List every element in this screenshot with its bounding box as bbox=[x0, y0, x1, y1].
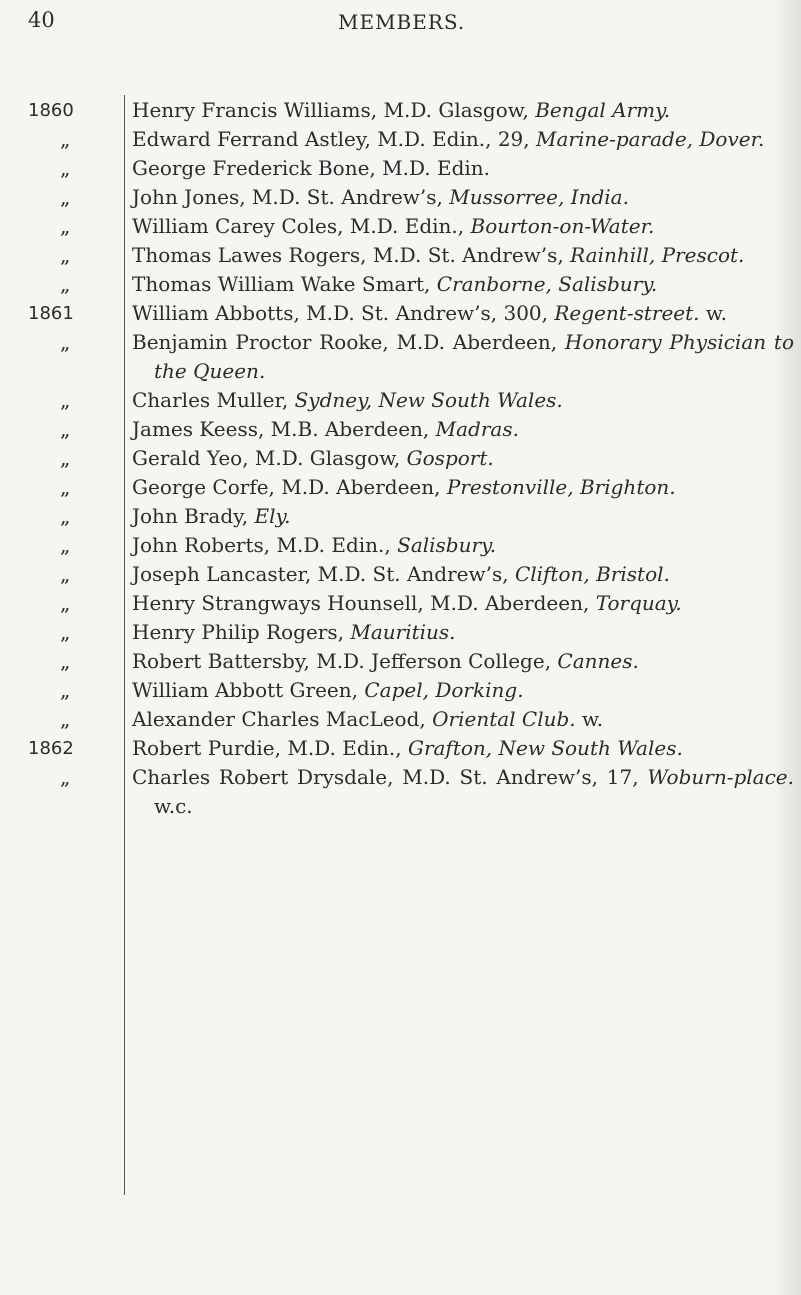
running-title: MEMBERS. bbox=[338, 10, 466, 34]
page-number: 40 bbox=[28, 8, 55, 32]
entry-text bbox=[132, 154, 794, 183]
member-entry bbox=[0, 734, 790, 763]
entry-year: „ bbox=[60, 272, 71, 296]
member-name: William Abbotts, M.D. St. Andrew’s, 300, bbox=[132, 301, 555, 325]
entry-year: „ bbox=[60, 591, 71, 615]
member-name: John Roberts, M.D. Edin., bbox=[132, 533, 398, 557]
entry-year: „ bbox=[60, 475, 71, 499]
entry-text bbox=[132, 212, 794, 241]
entry-year: „ bbox=[60, 388, 71, 412]
entry-year: „ bbox=[60, 156, 71, 180]
entry-year: „ bbox=[60, 417, 71, 441]
entry-text bbox=[132, 241, 794, 270]
member-location: Mussorree, India. bbox=[449, 185, 629, 209]
entry-year: „ bbox=[60, 562, 71, 586]
member-entry bbox=[0, 270, 790, 299]
member-entry bbox=[0, 154, 790, 183]
member-entry bbox=[0, 212, 790, 241]
entry-text bbox=[132, 386, 794, 415]
member-name: John Brady, bbox=[132, 504, 255, 528]
entry-text bbox=[132, 270, 794, 299]
member-location: Bengal Army. bbox=[535, 98, 671, 122]
entry-text bbox=[132, 444, 794, 473]
entry-text bbox=[132, 473, 794, 502]
entry-text bbox=[132, 328, 794, 386]
entry-year: „ bbox=[60, 446, 71, 470]
member-location: Salisbury. bbox=[397, 533, 497, 557]
member-entry bbox=[0, 560, 790, 589]
entry-text bbox=[132, 299, 794, 328]
entry-year: „ bbox=[60, 765, 71, 789]
entry-text bbox=[132, 705, 794, 734]
member-entry bbox=[0, 647, 790, 676]
entry-year: „ bbox=[60, 127, 71, 151]
entry-text bbox=[132, 618, 794, 647]
member-name: Henry Francis Williams, M.D. Glasgow, bbox=[132, 98, 536, 122]
member-location: Rainhill, Prescot. bbox=[570, 243, 745, 267]
member-name: Benjamin Proctor Rooke, M.D. Aberdeen, bbox=[132, 330, 565, 354]
member-location: Marine-parade, Dover. bbox=[536, 127, 765, 151]
member-entry bbox=[0, 96, 790, 125]
entry-year: „ bbox=[60, 243, 71, 267]
postal-district: w.c. bbox=[154, 794, 193, 818]
entry-year: „ bbox=[60, 185, 71, 209]
member-location: Sydney, New South Wales. bbox=[294, 388, 563, 412]
entry-year: „ bbox=[60, 214, 71, 238]
member-entry bbox=[0, 763, 794, 821]
entry-text bbox=[132, 96, 794, 125]
member-location: Bourton-on-Water. bbox=[470, 214, 655, 238]
entry-text bbox=[132, 560, 794, 589]
member-name: William Abbott Green, bbox=[132, 678, 365, 702]
member-location: Woburn-place. bbox=[647, 765, 794, 789]
member-location: Honorary Physician to the Queen. bbox=[154, 330, 794, 383]
member-entry bbox=[0, 299, 790, 328]
entry-year: „ bbox=[60, 678, 71, 702]
entry-year: 1860 bbox=[28, 100, 74, 121]
member-name: Edward Ferrand Astley, M.D. Edin., 29, bbox=[132, 127, 536, 151]
member-location: Cannes. bbox=[557, 649, 639, 673]
member-name: John Jones, M.D. St. Andrew’s, bbox=[132, 185, 450, 209]
member-location: Prestonville, Brighton. bbox=[446, 475, 676, 499]
entry-year: 1862 bbox=[28, 738, 74, 759]
member-name: Charles Muller, bbox=[132, 388, 295, 412]
member-name: George Corfe, M.D. Aberdeen, bbox=[132, 475, 447, 499]
member-entry bbox=[0, 415, 790, 444]
entry-text bbox=[132, 183, 794, 212]
entry-text bbox=[132, 531, 794, 560]
member-entry bbox=[0, 125, 790, 154]
member-entry bbox=[0, 241, 790, 270]
entry-year: „ bbox=[60, 620, 71, 644]
member-name: Gerald Yeo, M.D. Glasgow, bbox=[132, 446, 407, 470]
entry-text bbox=[132, 502, 794, 531]
page-header bbox=[0, 6, 801, 40]
member-name: Charles Robert Drysdale, M.D. St. Andrew’s, 17, bbox=[132, 765, 648, 789]
member-location: Mauritius. bbox=[350, 620, 456, 644]
entry-text bbox=[132, 125, 794, 154]
member-location: Cranborne, Salisbury. bbox=[436, 272, 658, 296]
member-name: George Frederick Bone, M.D. Edin. bbox=[132, 156, 491, 180]
postal-district: w. bbox=[575, 707, 604, 731]
member-name: Alexander Charles MacLeod, bbox=[132, 707, 433, 731]
member-location: Grafton, New South Wales. bbox=[407, 736, 683, 760]
member-entry bbox=[0, 502, 790, 531]
member-entry bbox=[0, 676, 790, 705]
member-location: Capel, Dorking. bbox=[364, 678, 524, 702]
member-name: William Carey Coles, M.D. Edin., bbox=[132, 214, 471, 238]
member-location: Ely. bbox=[254, 504, 291, 528]
entry-text bbox=[132, 647, 794, 676]
member-entry bbox=[0, 444, 790, 473]
entry-year: „ bbox=[60, 533, 71, 557]
entry-text bbox=[132, 415, 794, 444]
member-name: Robert Battersby, M.D. Jefferson College, bbox=[132, 649, 558, 673]
entry-year: 1861 bbox=[28, 303, 74, 324]
entry-text bbox=[132, 676, 794, 705]
member-location: Torquay. bbox=[595, 591, 682, 615]
member-entry bbox=[0, 705, 790, 734]
entry-text bbox=[132, 763, 794, 821]
member-location: Gosport. bbox=[406, 446, 494, 470]
member-entry bbox=[0, 531, 790, 560]
member-location: Madras. bbox=[435, 417, 519, 441]
member-list bbox=[0, 96, 794, 821]
member-name: Henry Philip Rogers, bbox=[132, 620, 351, 644]
entry-text bbox=[132, 589, 794, 618]
member-name: Thomas William Wake Smart, bbox=[132, 272, 437, 296]
entry-year: „ bbox=[60, 504, 71, 528]
member-entry bbox=[0, 589, 790, 618]
entry-year: „ bbox=[60, 707, 71, 731]
member-entry bbox=[0, 473, 790, 502]
member-name: Thomas Lawes Rogers, M.D. St. Andrew’s, bbox=[132, 243, 571, 267]
member-name: Henry Strangways Hounsell, M.D. Aberdeen, bbox=[132, 591, 596, 615]
entry-year: „ bbox=[60, 330, 71, 354]
member-entry bbox=[0, 618, 790, 647]
member-entry bbox=[0, 183, 790, 212]
member-location: Oriental Club. bbox=[432, 707, 576, 731]
member-name: Robert Purdie, M.D. Edin., bbox=[132, 736, 408, 760]
entry-text bbox=[132, 734, 794, 763]
postal-district: w. bbox=[699, 301, 727, 325]
member-location: Regent-street. bbox=[554, 301, 700, 325]
member-name: Joseph Lancaster, M.D. St. Andrew’s, bbox=[132, 562, 515, 586]
member-name: James Keess, M.B. Aberdeen, bbox=[132, 417, 436, 441]
entry-year: „ bbox=[60, 649, 71, 673]
member-entry bbox=[0, 386, 790, 415]
member-entry bbox=[0, 328, 794, 386]
member-location: Clifton, Bristol. bbox=[514, 562, 670, 586]
